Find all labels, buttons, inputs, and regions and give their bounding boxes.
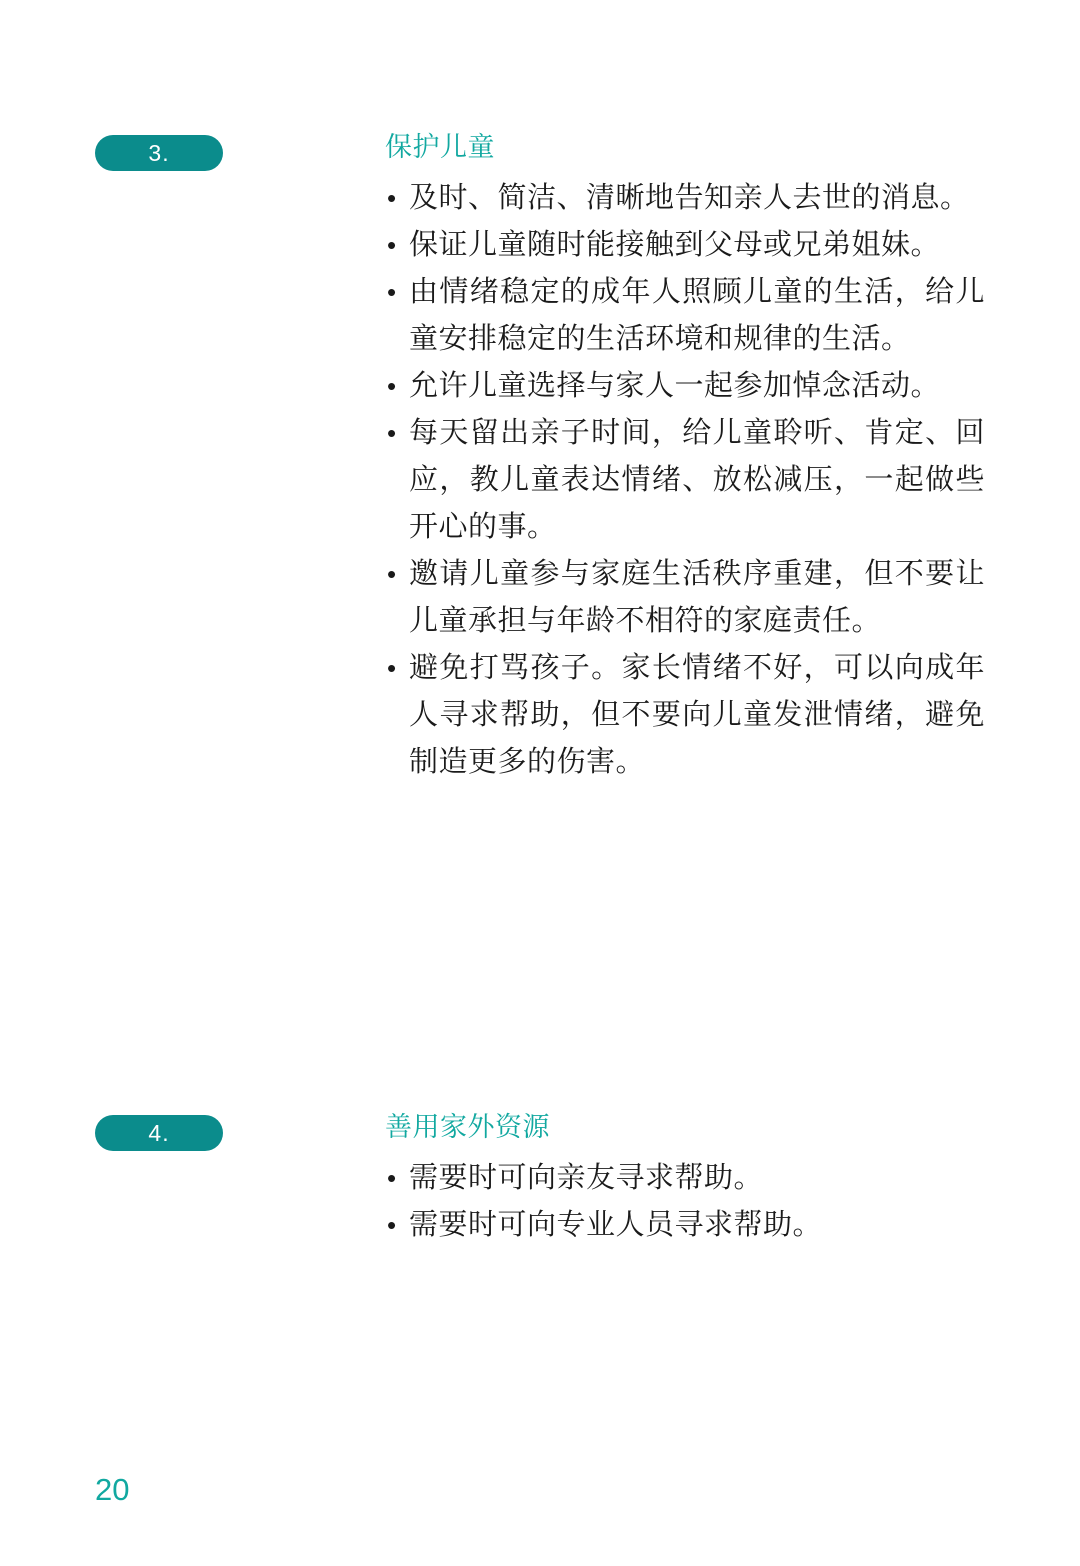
list-item: • 邀请儿童参与家庭生活秩序重建，但不要让儿童承担与年龄不相符的家庭责任。: [385, 551, 985, 645]
bullet-list-4: [385, 1155, 985, 1249]
list-item: • 保证儿童随时能接触到父母或兄弟姐妹。: [385, 222, 985, 269]
section-number-badge-3: 3.: [95, 135, 223, 171]
section-body-3: [385, 127, 985, 786]
section-body-4: [385, 1107, 985, 1249]
list-item: • 需要时可向专业人员寻求帮助。: [385, 1202, 985, 1249]
section-title-4: 善用家外资源: [385, 1112, 550, 1142]
list-item: • 需要时可向亲友寻求帮助。: [385, 1155, 985, 1202]
list-item: • 每天留出亲子时间，给儿童聆听、肯定、回应，教儿童表达情绪、放松减压，一起做些开心的事。: [385, 410, 985, 551]
list-item: • 及时、简洁、清晰地告知亲人去世的消息。: [385, 175, 985, 222]
list-item: • 由情绪稳定的成年人照顾儿童的生活，给儿童安排稳定的生活环境和规律的生活。: [385, 269, 985, 363]
bullet-list-3: [385, 175, 985, 786]
page-number: 20: [95, 1472, 130, 1507]
list-item: • 允许儿童选择与家人一起参加悼念活动。: [385, 363, 985, 410]
section-number-badge-4: 4.: [95, 1115, 223, 1151]
list-item: • 避免打骂孩子。家长情绪不好，可以向成年人寻求帮助，但不要向儿童发泄情绪，避免制造更多的伤害。: [385, 645, 985, 786]
section-title-3: 保护儿童: [385, 132, 495, 162]
